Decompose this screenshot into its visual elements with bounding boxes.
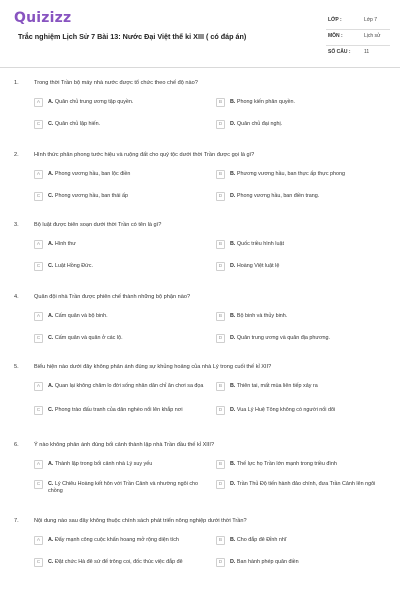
option-label: B. bbox=[230, 313, 236, 319]
option-label: A. bbox=[48, 461, 54, 467]
option-text: Quân chủ trung ương tập quyền. bbox=[54, 99, 134, 105]
option-letter-box[interactable]: D bbox=[216, 480, 225, 489]
question-text: Hình thức phân phong tước hiệu và ruộng đất cho quý tộc dưới thời Trần được gọi là gì? bbox=[34, 152, 255, 158]
option-label: D. bbox=[230, 121, 236, 127]
option-text: Cấm quân và quân ở các lộ. bbox=[54, 335, 123, 341]
page-title: Trắc nghiệm Lịch Sử 7 Bài 13: Nước Đại Việt thế kỉ XIII ( có đáp án) bbox=[18, 32, 247, 41]
option-text: Đẩy mạnh công cuộc khẩn hoang mở rộng diện tích bbox=[54, 537, 179, 543]
meta-label: LỚP : bbox=[328, 17, 342, 23]
option-label: D. bbox=[230, 407, 236, 413]
option-text: Thế lực họ Trần lớn mạnh trong triều đình bbox=[236, 461, 337, 467]
worksheet-header bbox=[0, 0, 400, 68]
option-text: Lý Chiêu Hoàng kết hôn với Trần Cảnh và nhường ngôi cho chồng bbox=[48, 481, 199, 495]
question-number: 5. bbox=[14, 364, 19, 370]
option-letter-box[interactable]: C bbox=[34, 558, 43, 567]
question-number: 1. bbox=[14, 80, 19, 86]
option-letter-box[interactable]: D bbox=[216, 262, 225, 271]
question-text: Nội dung nào sau đây không thuộc chính sách phát triển nông nghiệp dưới thời Trần? bbox=[34, 518, 247, 524]
option-letter-box[interactable]: A bbox=[34, 170, 43, 179]
option-text: Cấm quân và bộ binh. bbox=[54, 313, 108, 319]
question-item bbox=[0, 510, 400, 590]
question-item bbox=[0, 144, 400, 214]
question-item bbox=[0, 286, 400, 356]
option-text: Phong vương hầu, ban lộc điền bbox=[54, 171, 131, 177]
option-letter-box[interactable]: A bbox=[34, 98, 43, 107]
option-label: C. bbox=[48, 407, 54, 413]
option-letter-box[interactable]: B bbox=[216, 98, 225, 107]
option-text: Quan lại không chăm lo đời sống nhân dân chỉ ăn chơi sa đọa bbox=[54, 383, 204, 389]
option-text: Phong kiến phân quyền. bbox=[236, 99, 296, 105]
option-letter-box[interactable]: A bbox=[34, 240, 43, 249]
option-label: B. bbox=[230, 537, 236, 543]
option-letter-box[interactable]: D bbox=[216, 334, 225, 343]
option-letter-box[interactable]: B bbox=[216, 312, 225, 321]
worksheet-meta bbox=[326, 14, 390, 62]
meta-row-class bbox=[326, 14, 390, 30]
option-label: C. bbox=[48, 335, 54, 341]
option-label: C. bbox=[48, 481, 54, 487]
option-letter-box[interactable]: D bbox=[216, 406, 225, 415]
meta-row-subject bbox=[326, 30, 390, 46]
question-number: 7. bbox=[14, 518, 19, 524]
option-letter-box[interactable]: D bbox=[216, 558, 225, 567]
option-label: D. bbox=[230, 193, 236, 199]
option-text: Vua Lý Huệ Tông không có người nối dõi bbox=[236, 407, 336, 413]
option-label: C. bbox=[48, 263, 54, 269]
question-number: 3. bbox=[14, 222, 19, 228]
option-label: D. bbox=[230, 263, 236, 269]
option-label: B. bbox=[230, 461, 236, 467]
question-item bbox=[0, 72, 400, 144]
question-item bbox=[0, 214, 400, 286]
option-letter-box[interactable]: A bbox=[34, 460, 43, 469]
option-letter-box[interactable]: C bbox=[34, 262, 43, 271]
option-text: Phong trào đấu tranh của dân nghèo nổi lên khắp nơi bbox=[54, 407, 183, 413]
option-text: Ban hành phép quân điền bbox=[236, 559, 299, 565]
question-number: 6. bbox=[14, 442, 19, 448]
question-list bbox=[0, 72, 400, 590]
option-label: A. bbox=[48, 241, 54, 247]
option-text: Quân trung ương và quân địa phương. bbox=[236, 335, 331, 341]
question-text: Bộ luật được biên soạn dưới thời Trần có tên là gì? bbox=[34, 222, 162, 228]
option-letter-box[interactable]: B bbox=[216, 460, 225, 469]
meta-value: Lịch sử bbox=[364, 33, 381, 39]
option-label: A. bbox=[48, 313, 54, 319]
option-label: A. bbox=[48, 171, 54, 177]
option-letter-box[interactable]: C bbox=[34, 192, 43, 201]
option-text: Trần Thủ Độ tiến hành đảo chính, đưa Trần Cảnh lên ngôi bbox=[236, 481, 376, 487]
option-text: Luật Hồng Đức. bbox=[54, 263, 93, 269]
option-label: B. bbox=[230, 383, 236, 389]
option-text: Quân chủ lập hiến. bbox=[54, 121, 101, 127]
option-label: C. bbox=[48, 193, 54, 199]
option-text: Cho đắp đê Đỉnh nhĩ bbox=[236, 537, 287, 543]
option-letter-box[interactable]: B bbox=[216, 170, 225, 179]
option-letter-box[interactable]: C bbox=[34, 406, 43, 415]
meta-value: Lớp 7 bbox=[364, 17, 378, 23]
question-text: Trong thời Trần bộ máy nhà nước được tổ chức theo chế độ nào? bbox=[34, 80, 198, 86]
question-item bbox=[0, 434, 400, 510]
question-text: Biểu hiện nào dưới đây không phản ánh đúng sự khủng hoảng của nhà Lý trong cuối thế kỉ XII? bbox=[34, 364, 272, 370]
option-label: A. bbox=[48, 383, 54, 389]
option-label: B. bbox=[230, 241, 236, 247]
option-text: Đặt chức Hà đê sứ để trông coi, đốc thúc việc đắp đê bbox=[54, 559, 183, 565]
meta-value: 11 bbox=[364, 49, 370, 55]
option-label: C. bbox=[48, 121, 54, 127]
option-letter-box[interactable]: D bbox=[216, 120, 225, 129]
option-text: Thành lập trong bối cảnh nhà Lý suy yếu bbox=[54, 461, 153, 467]
option-label: D. bbox=[230, 481, 236, 487]
option-letter-box[interactable]: D bbox=[216, 192, 225, 201]
option-letter-box[interactable]: A bbox=[34, 536, 43, 545]
option-label: C. bbox=[48, 559, 54, 565]
option-letter-box[interactable]: B bbox=[216, 382, 225, 391]
option-label: D. bbox=[230, 559, 236, 565]
meta-row-question-count bbox=[326, 46, 390, 62]
option-text: Phương vương hầu, ban thực ấp thực phong bbox=[236, 171, 346, 177]
option-label: A. bbox=[48, 99, 54, 105]
option-label: A. bbox=[48, 537, 54, 543]
question-number: 2. bbox=[14, 152, 19, 158]
question-text: Quân đội nhà Trần được phiên chế thành những bộ phận nào? bbox=[34, 294, 191, 300]
question-text: Ý nào không phản ánh đúng bối cảnh thành lập nhà Trần đầu thế kỉ XIII? bbox=[34, 442, 215, 448]
option-text: Phong vương hầu, ban thái ấp bbox=[54, 193, 128, 199]
option-letter-box[interactable]: C bbox=[34, 480, 43, 489]
option-text: Quân chủ đại nghị. bbox=[236, 121, 283, 127]
option-label: B. bbox=[230, 99, 236, 105]
question-item bbox=[0, 356, 400, 434]
option-letter-box[interactable]: C bbox=[34, 334, 43, 343]
option-letter-box[interactable]: C bbox=[34, 120, 43, 129]
option-text: Hoàng Việt luật lệ bbox=[236, 263, 280, 269]
option-text: Phong vương hầu, ban điền trang. bbox=[236, 193, 320, 199]
option-letter-box[interactable]: B bbox=[216, 536, 225, 545]
option-text: Quốc triều hình luật bbox=[236, 241, 284, 247]
option-label: D. bbox=[230, 335, 236, 341]
option-text: Hình thư bbox=[54, 241, 76, 247]
option-letter-box[interactable]: A bbox=[34, 382, 43, 391]
meta-label: SỐ CÂU : bbox=[328, 49, 351, 55]
quizizz-logo[interactable]: Quizizz bbox=[14, 10, 72, 26]
option-letter-box[interactable]: A bbox=[34, 312, 43, 321]
meta-label: MÔN : bbox=[328, 33, 343, 39]
option-letter-box[interactable]: B bbox=[216, 240, 225, 249]
option-text: Thiên tai, mất mùa liên tiếp xảy ra bbox=[236, 383, 318, 389]
question-number: 4. bbox=[14, 294, 19, 300]
option-text: Bộ binh và thủy binh. bbox=[236, 313, 288, 319]
option-label: B. bbox=[230, 171, 236, 177]
